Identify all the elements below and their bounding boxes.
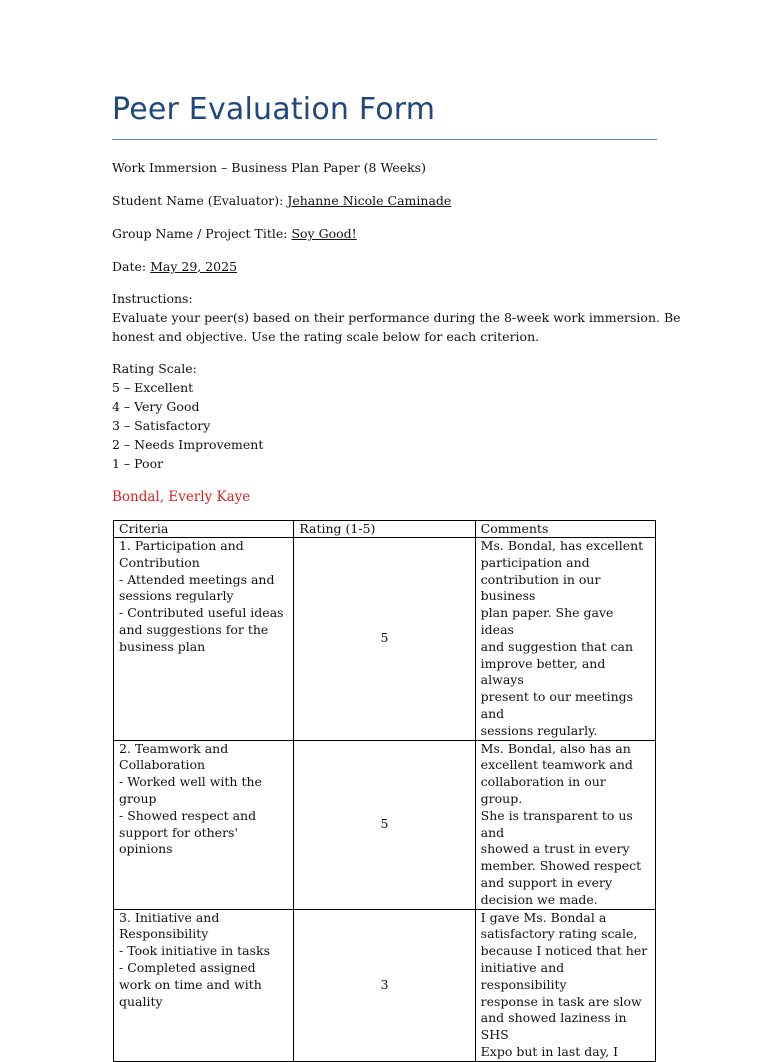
rating-scale-item: 2 – Needs Improvement [112, 437, 264, 452]
instructions-heading: Instructions: [112, 291, 193, 306]
rating-scale-item: 3 – Satisfactory [112, 418, 211, 433]
date-line [112, 257, 237, 277]
criteria-title: 2. Teamwork and Collaboration [119, 740, 229, 773]
date-value: May 29, 2025 [150, 259, 238, 274]
criteria-point: - Showed respect and support for others' opinions [119, 807, 257, 857]
criteria-point: - Completed assigned work on time and with quality [119, 959, 262, 1009]
comments-cell: Ms. Bondal, has excellent participation and contribution in our business plan paper. She gave ideas and suggestion that can improve better, and always present to our meetings and sessions regularly. [475, 538, 655, 741]
evaluator-name: Jehanne Nicole Caminade [287, 193, 452, 208]
evaluator-label: Student Name (Evaluator): [112, 193, 284, 208]
table-row [114, 909, 656, 1061]
group-line [112, 224, 357, 244]
table-header-row [114, 521, 656, 538]
header-rating: Rating (1-5) [294, 521, 475, 538]
table-row [114, 740, 656, 909]
group-label: Group Name / Project Title: [112, 226, 288, 241]
rating-cell: 5 [294, 740, 475, 909]
criteria-cell [114, 909, 294, 1061]
criteria-title: 3. Initiative and Responsibility [119, 909, 220, 942]
date-label: Date: [112, 259, 147, 274]
comments-cell: I gave Ms. Bondal a satisfactory rating scale, because I noticed that her initiative and responsibility response in task are slow and showed laziness in SHS Expo but in last day, I [475, 909, 655, 1061]
instructions-text-line-1: Evaluate your peer(s) based on their performance during the 8-week work immersion. Be [112, 310, 681, 325]
rating-cell: 5 [294, 538, 475, 741]
evaluation-table [113, 520, 656, 1062]
header-criteria: Criteria [114, 521, 294, 538]
title-divider [112, 139, 657, 140]
subject-line: Work Immersion – Business Plan Paper (8 Weeks) [112, 160, 426, 175]
evaluator-line [112, 191, 451, 211]
table-row [114, 538, 656, 741]
rating-scale-item: 1 – Poor [112, 456, 164, 471]
comments-cell: Ms. Bondal, also has an excellent teamwork and collaboration in our group. She is transparent to us and showed a trust in every member. Showed respect and support in every decision we made. [475, 740, 655, 909]
criteria-point: - Attended meetings and sessions regularly [119, 571, 275, 604]
criteria-point: - Contributed useful ideas and suggestions for the business plan [119, 605, 284, 654]
group-name: Soy Good! [291, 226, 357, 241]
criteria-point: - Took initiative in tasks [119, 943, 271, 959]
criteria-cell [114, 538, 294, 741]
rating-scale-item: 5 – Excellent [112, 380, 194, 395]
instructions-text-line-2: honest and objective. Use the rating scale below for each criterion. [112, 329, 540, 344]
peer-name: Bondal, Everly Kaye [112, 489, 251, 505]
page-title: Peer Evaluation Form [112, 92, 436, 127]
criteria-point: - Worked well with the group [119, 774, 262, 806]
criteria-cell [114, 740, 294, 909]
header-comments: Comments [475, 521, 655, 538]
criteria-title: 1. Participation and Contribution [119, 538, 244, 570]
rating-scale-item: 4 – Very Good [112, 399, 200, 414]
rating-scale-heading: Rating Scale: [112, 361, 197, 376]
rating-cell: 3 [294, 909, 475, 1061]
